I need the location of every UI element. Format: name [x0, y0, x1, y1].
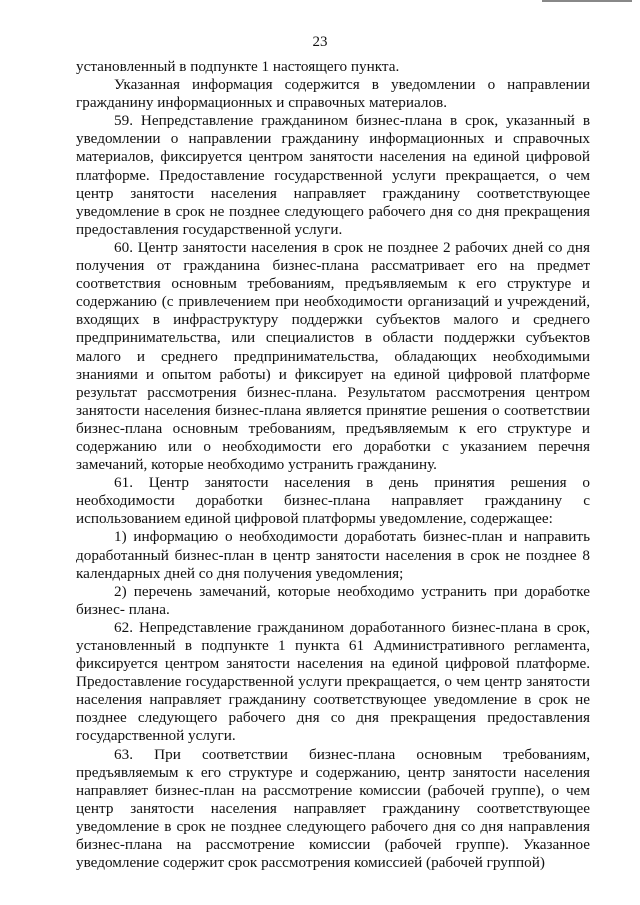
top-edge-line [542, 0, 632, 2]
page-number: 23 [312, 34, 328, 50]
paragraph-continuation: установленный в подпункте 1 настоящего пункта. [76, 58, 400, 75]
paragraph-59: 59. Непредставление гражданином бизнес-плана в срок, указанный в уведомлении о направлении гражданину информационных и справочных материалов, фиксируется центром занятости населения на единой цифровой платформе. Предоставление государственной услуги прекращается, о чем центр занятости населения направляет гражданину соответствующее уведомление в срок не позднее следующего рабочего дня со дня прекращения предоставления государственной услуги. [76, 112, 590, 238]
document-body [76, 58, 590, 872]
paragraph-61: 61. Центр занятости населения в день принятия решения о необходимости доработки бизнес-плана направляет гражданину с использованием единой цифровой платформы уведомление, содержащее: [76, 474, 590, 528]
paragraph-60: 60. Центр занятости населения в срок не позднее 2 рабочих дней со дня получения от гражданина бизнес-плана рассматривает его на предмет соответствия основным требованиям, предъявляемым к его структуре и содержанию (с привлечением при необходимости организаций и учреждений, входящих в инфраструктуру поддержки субъектов малого и среднего предпринимательства, или специалистов в области поддержки субъектов малого и среднего предпринимательства, обладающих необходимыми знаниями и опытом работы) и фиксирует на единой цифровой платформе результат рассмотрения бизнес-плана. Результатом рассмотрения центром занятости населения бизнес-плана является принятие решения о соответствии бизнес-плана основным требованиям, предъявляемым к его структуре и содержанию или о необходимости его доработки с указанием перечня замечаний, которые необходимо устранить гражданину. [76, 238, 590, 474]
paragraph-info-notice: Указанная информация содержится в уведомлении о направлении гражданину информационных и справочных материалов. [76, 76, 590, 112]
paragraph-61-item-1: 1) информацию о необходимости доработать бизнес-план и направить доработанный бизнес-план в центр занятости населения в срок не позднее 8 календарных дней со дня получения уведомления; [76, 528, 590, 582]
paragraph-63: 63. При соответствии бизнес-плана основным требованиям, предъявляемым к его структуре и содержанию, центр занятости населения направляет бизнес-план на рассмотрение комиссии (рабочей группе), о чем центр занятости населения направляет гражданину соответствующее уведомление в срок не позднее следующего рабочего дня со дня направления бизнес-плана на рассмотрение комиссии (рабочей группе). Указанное уведомление содержит срок рассмотрения комиссией (рабочей группой) [76, 745, 590, 872]
paragraph-62: 62. Непредставление гражданином доработанного бизнес-плана в срок, установленный в подпункте 1 пункта 61 Административного регламента, фиксируется центром занятости населения на единой цифровой платформе. Предоставление государственной услуги прекращается, о чем центр занятости населения направляет гражданину соответствующее уведомление в срок не позднее следующего рабочего дня со дня прекращения предоставления государственной услуги. [76, 618, 590, 745]
paragraph-61-item-2: 2) перечень замечаний, которые необходимо устранить при доработке бизнес- плана. [76, 582, 590, 618]
